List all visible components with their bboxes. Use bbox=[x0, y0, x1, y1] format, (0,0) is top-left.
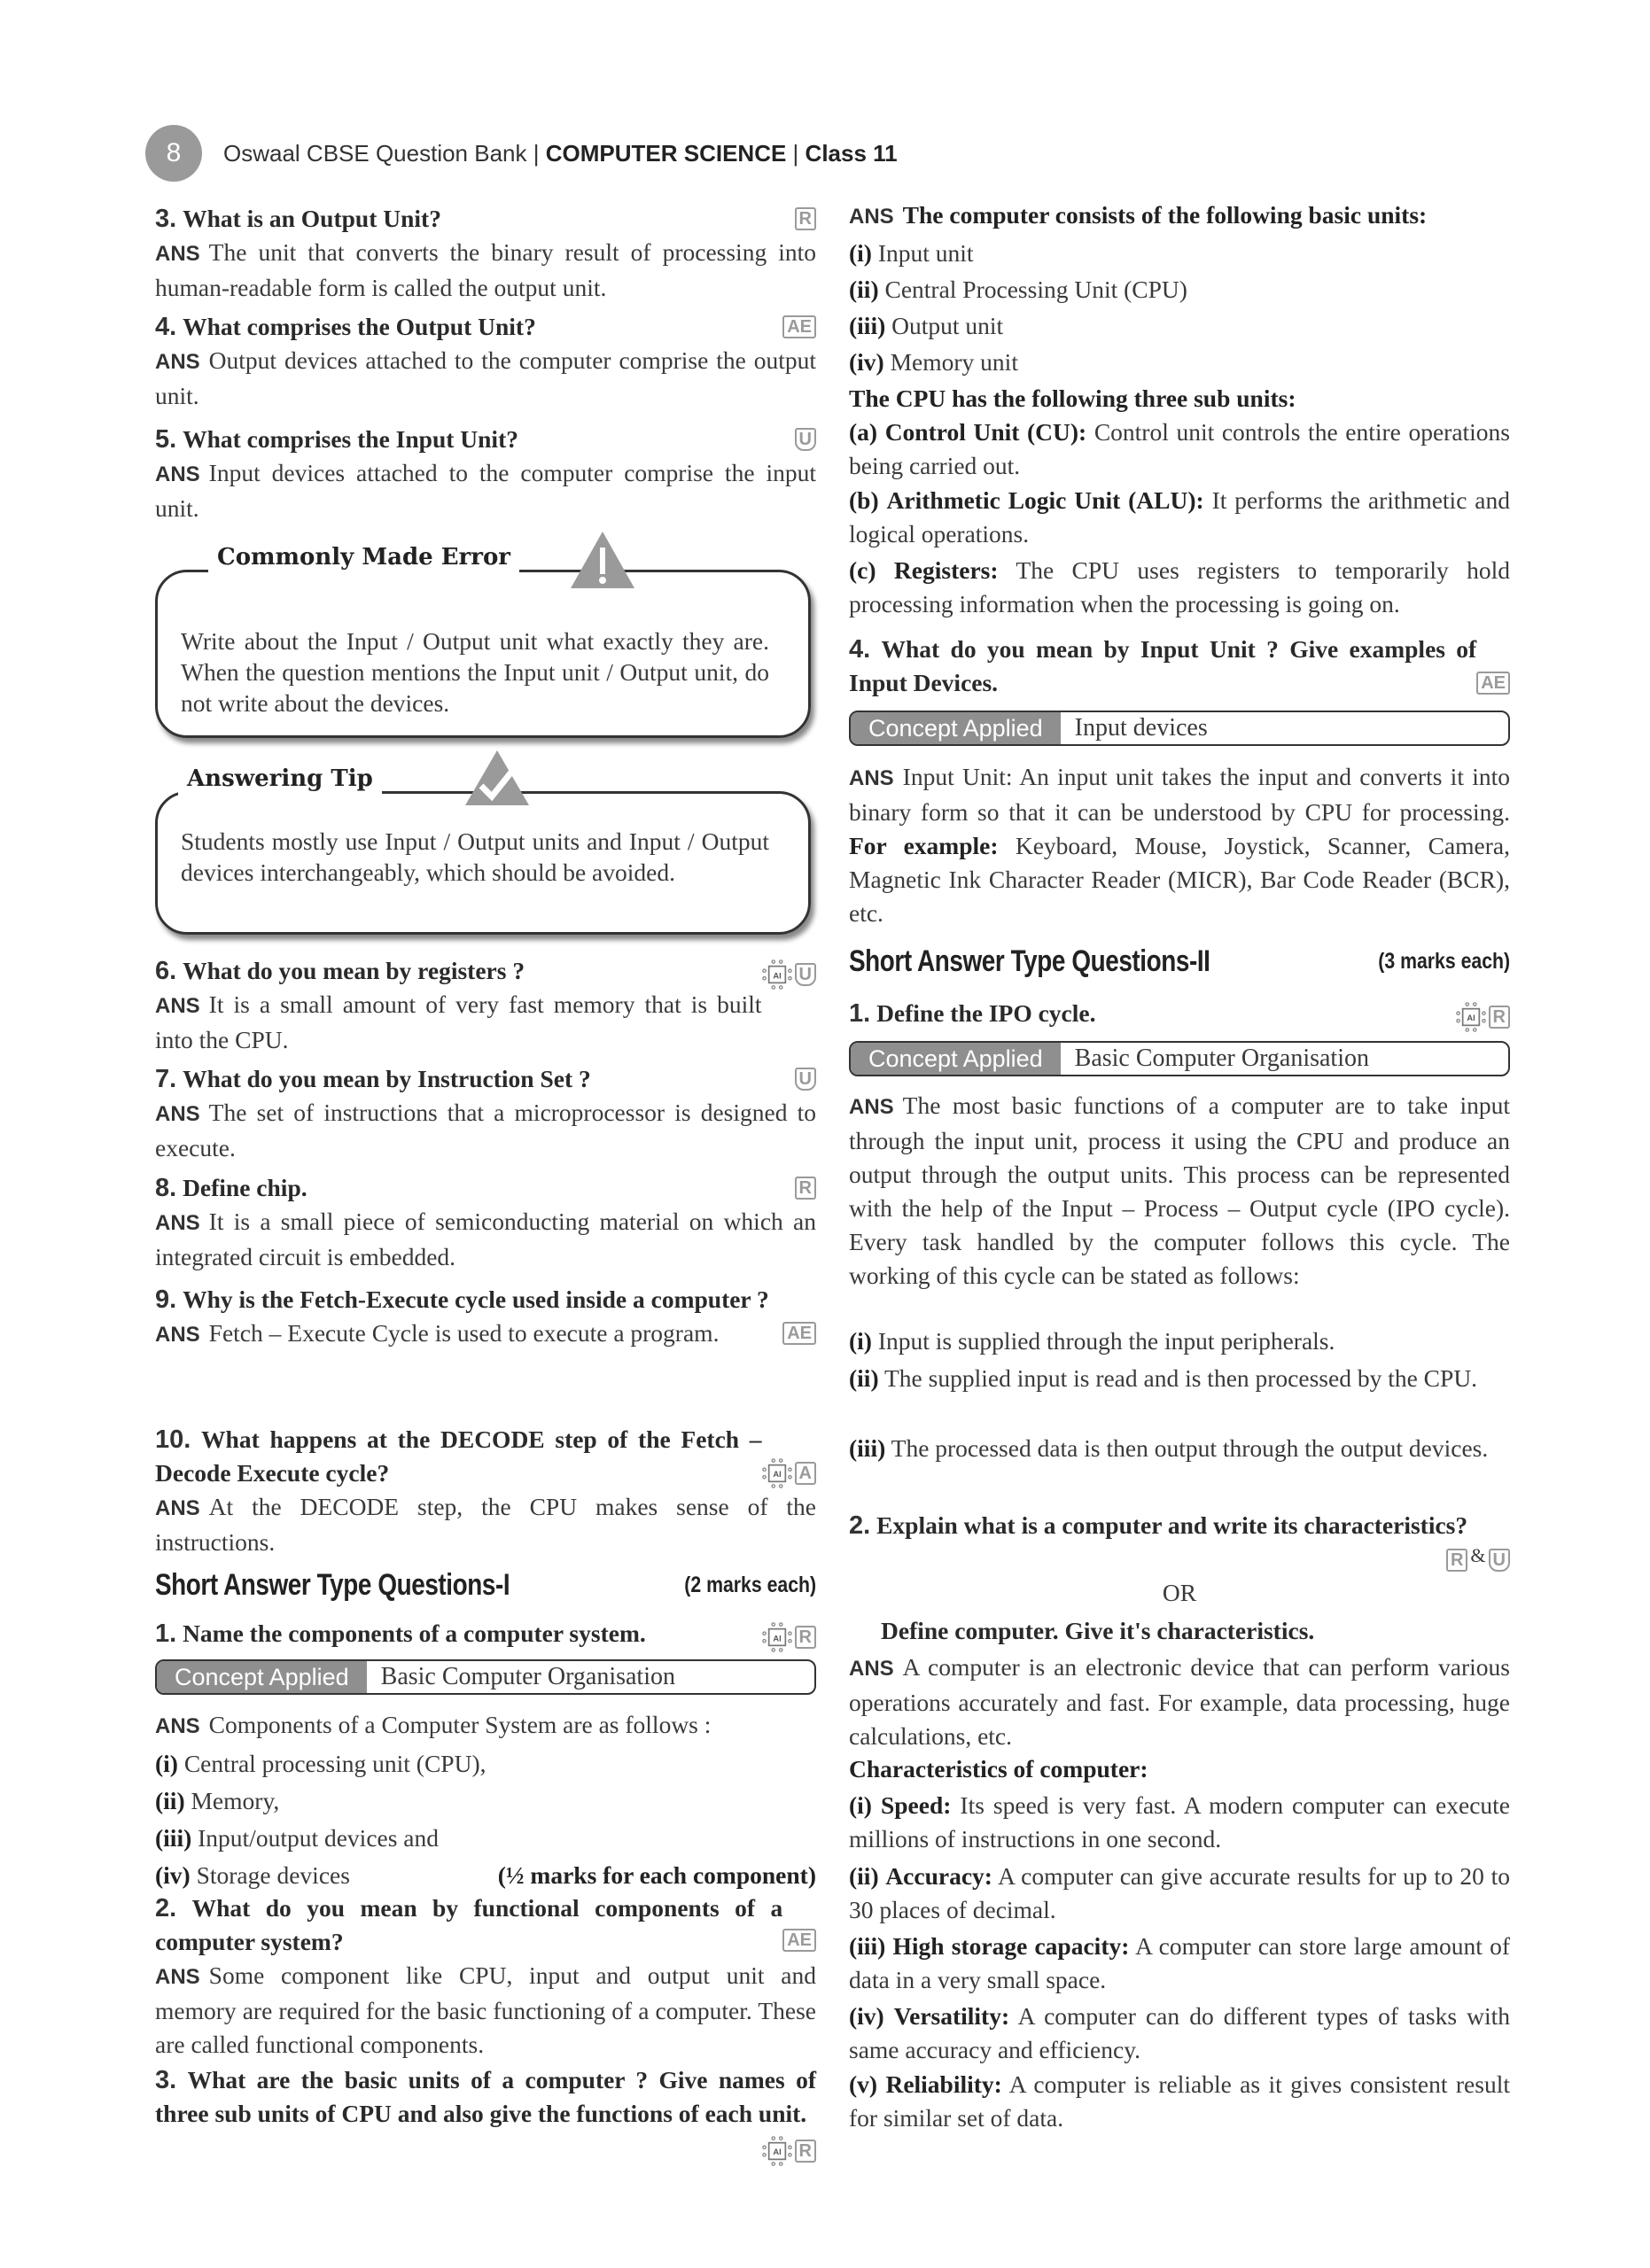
list-item: (iii) Output unit bbox=[849, 312, 1004, 339]
tip-box-title: Answering Tip bbox=[178, 762, 382, 796]
question-5 bbox=[155, 423, 816, 525]
list-item: (i) Input is supplied through the input peripherals. bbox=[849, 1327, 1335, 1355]
tag-icon bbox=[1456, 1002, 1510, 1032]
ans-label: ANS bbox=[155, 1714, 200, 1738]
tip-text: Students mostly use Input / Output units and Input / Output devices interchangeably, which should be avoided. bbox=[181, 827, 769, 886]
q-num: 2. bbox=[155, 1894, 177, 1922]
question-3 bbox=[155, 202, 816, 305]
commonly-made-error-box bbox=[155, 570, 811, 738]
examples: Keyboard, Mouse, Joystick, Scanner, Camera, Magnetic Ink Character Reader (MICR), Bar Code Reader (BCR), etc. bbox=[849, 832, 1511, 927]
q-num: 10. bbox=[155, 1425, 191, 1454]
question-9 bbox=[155, 1283, 816, 1352]
q-num: 7. bbox=[155, 1065, 177, 1093]
r-tag-icon: R bbox=[1446, 1549, 1467, 1572]
example-label: For example: bbox=[849, 832, 999, 859]
list-item: (iii) The processed data is then output through the output devices. bbox=[849, 1434, 1489, 1462]
ai-chip-icon bbox=[1456, 1002, 1486, 1032]
section-heading-sa2 bbox=[849, 944, 1510, 980]
separator: | bbox=[533, 140, 540, 167]
q-text: Why is the Fetch-Execute cycle used inside a computer ? bbox=[183, 1285, 769, 1313]
q-text: What are the basic units of a computer ? Give names of three sub units of CPU and also give the functions of each unit. bbox=[155, 2066, 816, 2127]
answer: Input devices attached to the computer comprise the input unit. bbox=[155, 459, 816, 522]
ai-chip-icon bbox=[762, 1458, 792, 1488]
list-item: (ii) Memory, bbox=[155, 1787, 280, 1814]
tag-icon bbox=[782, 1322, 816, 1345]
sa2-answer-1 bbox=[849, 1089, 1510, 1293]
q-num: 4. bbox=[849, 635, 871, 664]
list-item: (ii) The supplied input is read and is then processed by the CPU. bbox=[849, 1364, 1478, 1392]
tag-icon bbox=[782, 1929, 816, 1952]
q-text: Define the IPO cycle. bbox=[876, 999, 1096, 1027]
answer: At the DECODE step, the CPU makes sense of the instructions. bbox=[155, 1493, 816, 1556]
ai-chip-icon bbox=[762, 2136, 792, 2166]
q-num: 3. bbox=[155, 205, 177, 233]
answer: Output devices attached to the computer comprise the output unit. bbox=[155, 346, 816, 409]
warning-icon bbox=[567, 530, 638, 592]
subunit-a: (a) Control Unit (CU): Control unit controls the entire operations being carried out. bbox=[849, 418, 1511, 479]
ae-tag-icon: AE bbox=[782, 1929, 816, 1952]
concept-value: Input devices bbox=[1074, 714, 1208, 742]
answer: Components of a Computer System are as follows : bbox=[208, 1711, 712, 1738]
subject: COMPUTER SCIENCE bbox=[545, 140, 787, 167]
concept-label: Concept Applied bbox=[157, 1661, 367, 1693]
r-tag-icon: R bbox=[795, 2140, 816, 2163]
ae-tag-icon: AE bbox=[782, 1322, 816, 1345]
ans-label: ANS bbox=[155, 462, 200, 486]
alt-question bbox=[849, 1614, 1510, 1648]
answering-tip-box bbox=[155, 791, 811, 935]
answer: A computer is an electronic device that can perform various operations accurately and fast. For example, data processing, huge calculations, etc. bbox=[849, 1653, 1510, 1750]
sa1-answer-3 bbox=[849, 197, 1510, 416]
section-marks: (3 marks each) bbox=[1378, 949, 1510, 974]
list-item: (iv) Memory unit bbox=[849, 348, 1018, 376]
concept-label: Concept Applied bbox=[851, 1043, 1061, 1075]
q-num: 2. bbox=[849, 1511, 871, 1540]
answer: It is a small piece of semiconducting material on which an integrated circuit is embedded. bbox=[155, 1208, 816, 1270]
sa1-question-1 bbox=[155, 1617, 816, 1652]
page-header bbox=[145, 124, 898, 183]
section-title: Short Answer Type Questions-II bbox=[849, 944, 1210, 978]
concept-label: Concept Applied bbox=[851, 712, 1061, 744]
q-text: Define computer. Give it's characteristics. bbox=[881, 1617, 1315, 1644]
characteristic-item: (i) Speed: Its speed is very fast. A modern computer can execute millions of instructions in one second. bbox=[849, 1791, 1511, 1852]
ans-label: ANS bbox=[155, 350, 200, 374]
ans-label: ANS bbox=[155, 1965, 200, 1989]
concept-value: Basic Computer Organisation bbox=[380, 1663, 675, 1690]
question-8 bbox=[155, 1171, 816, 1274]
sa1-question-3 bbox=[155, 2063, 816, 2166]
q-num: 3. bbox=[155, 2066, 177, 2094]
subunit-b: (b) Arithmetic Logic Unit (ALU): It performs the arithmetic and logical operations. bbox=[849, 486, 1511, 548]
q-num: 4. bbox=[155, 313, 177, 341]
answer-intro: The computer consists of the following basic units: bbox=[902, 201, 1428, 229]
cpu-heading: The CPU has the following three sub units: bbox=[849, 384, 1296, 412]
q-text: What happens at the DECODE step of the Fetch – Decode Execute cycle? bbox=[155, 1425, 762, 1487]
characteristic-item: (iv) Versatility: A computer can do different types of tasks with same accuracy and efficiency. bbox=[849, 2002, 1511, 2063]
running-title bbox=[223, 136, 898, 170]
ans-label: ANS bbox=[155, 994, 200, 1018]
question-4 bbox=[155, 310, 816, 413]
separator: | bbox=[792, 140, 799, 167]
answer: It is a small amount of very fast memory that is built into the CPU. bbox=[155, 990, 762, 1053]
list-item: (ii) Central Processing Unit (CPU) bbox=[849, 276, 1187, 303]
subunit-c: (c) Registers: The CPU uses registers to temporarily hold processing information when the processing is going on. bbox=[849, 556, 1511, 617]
ampersand: & bbox=[1470, 1544, 1486, 1566]
concept-applied-bar bbox=[849, 711, 1510, 746]
q-text: What do you mean by functional components of a computer system? bbox=[155, 1894, 783, 1955]
ans-label: ANS bbox=[155, 1496, 200, 1520]
q-text: Name the components of a computer system. bbox=[183, 1619, 646, 1647]
ai-chip-icon bbox=[762, 1622, 792, 1652]
ae-tag-icon: AE bbox=[1476, 672, 1510, 695]
tag-icon bbox=[782, 315, 816, 338]
answer: Fetch – Execute Cycle is used to execute a program. bbox=[208, 1319, 720, 1347]
q-text: What is an Output Unit? bbox=[183, 205, 441, 232]
q-text: What comprises the Output Unit? bbox=[183, 313, 536, 340]
question-7 bbox=[155, 1062, 816, 1165]
section-heading-sa1 bbox=[155, 1568, 816, 1604]
characteristic-item: (ii) Accuracy: A computer can give accurate results for up to 20 to 30 places of decimal. bbox=[849, 1862, 1511, 1923]
u-tag-icon: U bbox=[795, 428, 816, 451]
sa1-answer-1 bbox=[155, 1706, 816, 1894]
ans-label: ANS bbox=[849, 205, 894, 229]
ans-label: ANS bbox=[155, 1211, 200, 1235]
ans-label: ANS bbox=[849, 1095, 894, 1119]
q-text: What do you mean by Input Unit ? Give examples of Input Devices. bbox=[849, 635, 1477, 696]
tag-icon bbox=[762, 2136, 816, 2166]
sa2-question-2 bbox=[849, 1509, 1510, 1573]
q-text: What comprises the Input Unit? bbox=[183, 425, 518, 453]
q-text: Define chip. bbox=[183, 1174, 307, 1201]
answer: The set of instructions that a microprocessor is designed to execute. bbox=[155, 1099, 816, 1161]
or-divider: OR bbox=[1162, 1579, 1197, 1606]
question-10 bbox=[155, 1423, 816, 1559]
q-text: Explain what is a computer and write its characteristics? bbox=[876, 1511, 1468, 1539]
concept-applied-bar bbox=[849, 1041, 1510, 1076]
r-tag-icon: R bbox=[795, 1626, 816, 1649]
concept-applied-bar bbox=[155, 1659, 816, 1695]
tag-icon bbox=[762, 1458, 816, 1488]
q-num: 6. bbox=[155, 957, 177, 985]
q-num: 1. bbox=[155, 1619, 177, 1648]
r-tag-icon: R bbox=[795, 207, 816, 230]
sa1-question-2 bbox=[155, 1891, 816, 2062]
ans-label: ANS bbox=[849, 766, 894, 790]
tag-icon bbox=[762, 959, 816, 990]
u-tag-icon: U bbox=[1489, 1549, 1510, 1572]
list-item: (i) Input unit bbox=[849, 239, 974, 267]
tag-icon bbox=[795, 428, 816, 451]
u-tag-icon: U bbox=[795, 1068, 816, 1091]
sa1-answer-4 bbox=[849, 760, 1510, 930]
ans-label: ANS bbox=[155, 1323, 200, 1347]
sa1-question-4 bbox=[849, 633, 1510, 700]
tag-icon bbox=[795, 1177, 816, 1200]
q-num: 8. bbox=[155, 1174, 177, 1202]
answer: Input Unit: An input unit takes the input and converts it into binary form so that it can be understood by CPU for processing. bbox=[849, 763, 1510, 826]
tag-icon bbox=[795, 1068, 816, 1091]
ae-tag-icon: AE bbox=[782, 315, 816, 338]
tag-icon bbox=[1446, 1544, 1510, 1573]
q-num: 1. bbox=[849, 999, 871, 1028]
characteristic-item: (iii) High storage capacity: A computer can store large amount of data in a very small space. bbox=[849, 1932, 1511, 1993]
q-text: What do you mean by registers ? bbox=[183, 957, 525, 984]
ans-label: ANS bbox=[155, 1102, 200, 1126]
error-text: Write about the Input / Output unit what exactly they are. When the question mentions the Input unit / Output unit, do not write about the devices. bbox=[181, 627, 769, 717]
publisher: Oswaal CBSE Question Bank bbox=[223, 140, 527, 167]
tag-icon bbox=[762, 1622, 816, 1652]
a-tag-icon: A bbox=[795, 1462, 816, 1485]
error-box-title: Commonly Made Error bbox=[208, 540, 519, 574]
list-item: (iv) Storage devices bbox=[155, 1861, 350, 1889]
checkmark-icon bbox=[463, 749, 531, 807]
question-6 bbox=[155, 954, 816, 1057]
list-item: (i) Central processing unit (CPU), bbox=[155, 1750, 486, 1777]
class-label: Class 11 bbox=[805, 140, 898, 167]
u-tag-icon: U bbox=[795, 963, 816, 986]
answer: The most basic functions of a computer are to take input through the input unit, process it using the CPU and produce an output through the output units. This process can be represented with the help of the Input – Process – Output cycle (IPO cycle). Every task handled by the computer follows this cycle. The working of this cycle can be stated as follows: bbox=[849, 1091, 1510, 1289]
list-item: (iii) Input/output devices and bbox=[155, 1824, 440, 1852]
ai-chip-icon bbox=[762, 959, 792, 990]
ans-label: ANS bbox=[849, 1657, 894, 1681]
section-title: Short Answer Type Questions-I bbox=[155, 1568, 510, 1602]
characteristic-item: (v) Reliability: A computer is reliable as it gives consistent result for similar set of data. bbox=[849, 2070, 1510, 2132]
section-marks: (2 marks each) bbox=[684, 1573, 816, 1597]
q-text: What do you mean by Instruction Set ? bbox=[183, 1065, 591, 1092]
answer: The unit that converts the binary result of processing into human-readable form is called the output unit. bbox=[155, 238, 816, 301]
characteristics-heading: Characteristics of computer: bbox=[849, 1755, 1148, 1783]
ans-label: ANS bbox=[155, 242, 200, 266]
sa2-answer-2 bbox=[849, 1651, 1510, 1753]
page-number: 8 bbox=[145, 125, 202, 182]
answer: Some component like CPU, input and output unit and memory are required for the basic functioning of a computer. These are called functional components. bbox=[155, 1961, 816, 2058]
tag-icon bbox=[1476, 672, 1510, 695]
sa2-question-1 bbox=[849, 997, 1510, 1032]
r-tag-icon: R bbox=[1489, 1006, 1510, 1029]
q-num: 5. bbox=[155, 425, 177, 454]
q-num: 9. bbox=[155, 1285, 177, 1314]
tag-icon bbox=[795, 207, 816, 230]
r-tag-icon: R bbox=[795, 1177, 816, 1200]
concept-value: Basic Computer Organisation bbox=[1074, 1045, 1369, 1072]
marks-note: (½ marks for each component) bbox=[497, 1861, 816, 1889]
